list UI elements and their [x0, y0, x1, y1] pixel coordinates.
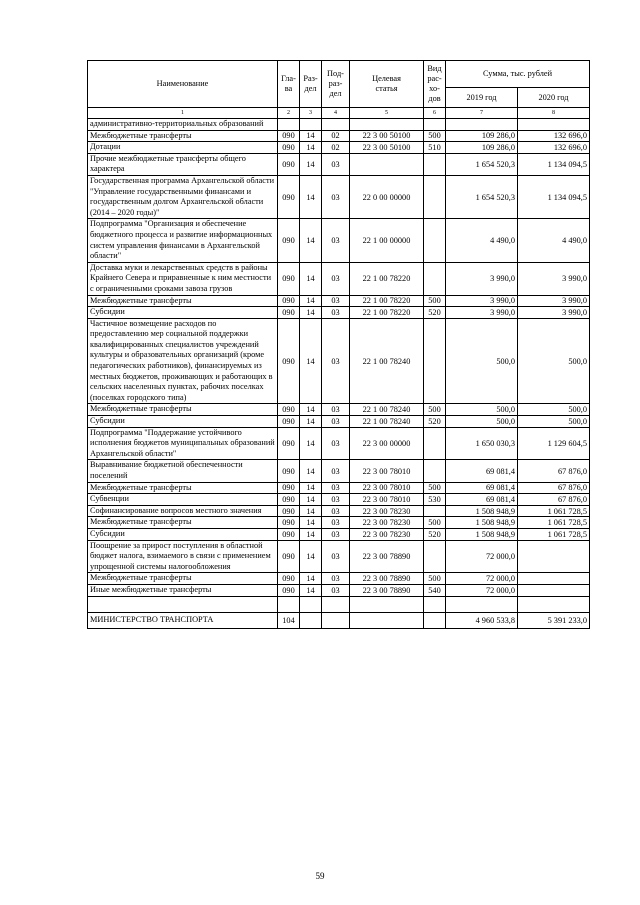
row-sum-2019: 1 654 520,3	[446, 175, 518, 218]
row-sum-2020: 500,0	[518, 318, 590, 404]
row-section: 14	[300, 573, 322, 585]
row-sum-2020: 132 696,0	[518, 130, 590, 142]
table-row	[88, 153, 590, 175]
total-subsection	[322, 612, 350, 628]
row-sum-2019: 500,0	[446, 404, 518, 416]
header-section: Раз- дел	[300, 61, 322, 108]
row-sum-2020: 1 129 604,5	[518, 427, 590, 460]
row-chapter: 090	[278, 573, 300, 585]
row-target: 22 3 00 78890	[350, 573, 424, 585]
row-target: 22 3 00 78010	[350, 482, 424, 494]
row-expense-type	[424, 262, 446, 295]
row-name: Доставка муки и лекарственных средств в районы Крайнего Севера и приравненные к ним местности с ограниченными сроками завоза грузов	[88, 262, 278, 295]
row-sum-2019	[446, 119, 518, 131]
row-chapter: 090	[278, 318, 300, 404]
row-subsection: 03	[322, 528, 350, 540]
table-row	[88, 219, 590, 262]
row-name: Частичное возмещение расходов по предоставлению мер социальной поддержки квалифицированных специалистов учреждений культуры и образовательных организаций (кроме педагогических работников), финансируемых из местных бюджетов, проживающих и работающих в сельских населенных пунктах, рабочих поселках (поселках городского типа)	[88, 318, 278, 404]
row-subsection: 03	[322, 416, 350, 428]
row-expense-type	[424, 427, 446, 460]
row-section: 14	[300, 427, 322, 460]
row-sum-2020: 3 990,0	[518, 295, 590, 307]
row-name: Межбюджетные трансферты	[88, 404, 278, 416]
row-sum-2020	[518, 584, 590, 596]
row-sum-2020	[518, 119, 590, 131]
row-expense-type: 500	[424, 482, 446, 494]
column-number: 6	[424, 108, 446, 119]
total-target	[350, 612, 424, 628]
row-sum-2019: 3 990,0	[446, 307, 518, 319]
table-row	[88, 494, 590, 506]
row-section: 14	[300, 482, 322, 494]
row-subsection	[322, 119, 350, 131]
row-target: 22 3 00 78890	[350, 540, 424, 573]
row-section: 14	[300, 528, 322, 540]
row-chapter: 090	[278, 505, 300, 517]
row-subsection: 02	[322, 130, 350, 142]
column-number: 3	[300, 108, 322, 119]
row-section: 14	[300, 307, 322, 319]
table-row	[88, 427, 590, 460]
row-expense-type: 500	[424, 517, 446, 529]
row-subsection: 03	[322, 540, 350, 573]
row-target	[350, 153, 424, 175]
row-subsection: 02	[322, 142, 350, 154]
row-expense-type	[424, 460, 446, 482]
row-chapter: 090	[278, 584, 300, 596]
column-number: 5	[350, 108, 424, 119]
row-name: Прочие межбюджетные трансферты общего характера	[88, 153, 278, 175]
row-target: 22 1 00 78240	[350, 404, 424, 416]
row-section: 14	[300, 318, 322, 404]
row-expense-type: 520	[424, 307, 446, 319]
table-row	[88, 318, 590, 404]
row-target: 22 1 00 78240	[350, 416, 424, 428]
table-row	[88, 307, 590, 319]
row-expense-type: 500	[424, 573, 446, 585]
row-subsection: 03	[322, 460, 350, 482]
header-name: Наименование	[88, 61, 278, 108]
row-sum-2019: 69 081,4	[446, 482, 518, 494]
row-section: 14	[300, 404, 322, 416]
table-row	[88, 416, 590, 428]
row-chapter: 090	[278, 142, 300, 154]
table-body	[88, 119, 590, 629]
row-chapter: 090	[278, 482, 300, 494]
row-sum-2020: 67 876,0	[518, 482, 590, 494]
row-section: 14	[300, 505, 322, 517]
row-section: 14	[300, 494, 322, 506]
row-sum-2019: 4 490,0	[446, 219, 518, 262]
table-row	[88, 517, 590, 529]
row-sum-2020: 67 876,0	[518, 494, 590, 506]
row-sum-2020: 1 061 728,5	[518, 517, 590, 529]
row-expense-type	[424, 540, 446, 573]
row-expense-type	[424, 505, 446, 517]
row-chapter: 090	[278, 153, 300, 175]
row-expense-type: 500	[424, 295, 446, 307]
row-sum-2020: 1 061 728,5	[518, 505, 590, 517]
row-section: 14	[300, 130, 322, 142]
row-expense-type	[424, 318, 446, 404]
row-expense-type	[424, 219, 446, 262]
row-name: административно-территориальных образований	[88, 119, 278, 131]
row-sum-2020: 132 696,0	[518, 142, 590, 154]
row-subsection: 03	[322, 494, 350, 506]
row-sum-2019: 1 654 520,3	[446, 153, 518, 175]
row-section: 14	[300, 416, 322, 428]
row-sum-2020	[518, 540, 590, 573]
row-sum-2020: 67 876,0	[518, 460, 590, 482]
row-sum-2019: 72 000,0	[446, 540, 518, 573]
table-row	[88, 505, 590, 517]
row-subsection: 03	[322, 175, 350, 218]
row-expense-type: 520	[424, 416, 446, 428]
row-sum-2019: 1 508 948,9	[446, 505, 518, 517]
row-subsection: 03	[322, 517, 350, 529]
row-expense-type: 520	[424, 528, 446, 540]
row-expense-type: 540	[424, 584, 446, 596]
row-sum-2019: 69 081,4	[446, 494, 518, 506]
total-name: МИНИСТЕРСТВО ТРАНСПОРТА	[88, 612, 278, 628]
total-2020: 5 391 233,0	[518, 612, 590, 628]
row-name: Иные межбюджетные трансферты	[88, 584, 278, 596]
row-sum-2019: 3 990,0	[446, 295, 518, 307]
table-row	[88, 175, 590, 218]
row-name: Выравнивание бюджетной обеспеченности поселений	[88, 460, 278, 482]
row-expense-type	[424, 175, 446, 218]
row-target: 22 3 00 50100	[350, 130, 424, 142]
header-chapter: Гла- ва	[278, 61, 300, 108]
row-chapter: 090	[278, 175, 300, 218]
row-sum-2020: 3 990,0	[518, 307, 590, 319]
table-row	[88, 584, 590, 596]
row-subsection: 03	[322, 404, 350, 416]
row-sum-2019: 109 286,0	[446, 142, 518, 154]
row-chapter: 090	[278, 219, 300, 262]
table-row	[88, 262, 590, 295]
table-row	[88, 528, 590, 540]
row-target: 22 3 00 50100	[350, 142, 424, 154]
total-expense-type	[424, 612, 446, 628]
row-subsection: 03	[322, 318, 350, 404]
row-target	[350, 119, 424, 131]
row-target: 22 1 00 78220	[350, 295, 424, 307]
row-name: Межбюджетные трансферты	[88, 295, 278, 307]
row-sum-2019: 72 000,0	[446, 584, 518, 596]
row-expense-type	[424, 153, 446, 175]
page-number: 59	[315, 871, 325, 881]
table-row	[88, 460, 590, 482]
row-target: 22 1 00 00000	[350, 219, 424, 262]
row-sum-2019: 69 081,4	[446, 460, 518, 482]
row-chapter	[278, 119, 300, 131]
row-name: Государственная программа Архангельской области "Управление государственными финансами и государственным долгом Архангельской области (2014 – 2020 годы)"	[88, 175, 278, 218]
row-chapter: 090	[278, 540, 300, 573]
table-row	[88, 540, 590, 573]
row-expense-type: 500	[424, 404, 446, 416]
row-sum-2020: 500,0	[518, 416, 590, 428]
row-section: 14	[300, 142, 322, 154]
row-section	[300, 119, 322, 131]
row-name: Межбюджетные трансферты	[88, 130, 278, 142]
row-name: Подпрограмма "Поддержание устойчивого исполнения бюджетов муниципальных образований Архангельской области"	[88, 427, 278, 460]
column-number: 1	[88, 108, 278, 119]
row-subsection: 03	[322, 573, 350, 585]
total-2019: 4 960 533,8	[446, 612, 518, 628]
row-name: Межбюджетные трансферты	[88, 573, 278, 585]
row-name: Софинансирование вопросов местного значения	[88, 505, 278, 517]
row-target: 22 3 00 78010	[350, 494, 424, 506]
row-section: 14	[300, 153, 322, 175]
row-subsection: 03	[322, 295, 350, 307]
row-sum-2020: 3 990,0	[518, 262, 590, 295]
budget-table	[87, 60, 590, 629]
row-sum-2019: 500,0	[446, 416, 518, 428]
row-subsection: 03	[322, 307, 350, 319]
table-row	[88, 295, 590, 307]
row-section: 14	[300, 584, 322, 596]
row-name: Подпрограмма "Организация и обеспечение бюджетного процесса и развитие информационных систем управления финансами в Архангельской области"	[88, 219, 278, 262]
row-sum-2019: 1 508 948,9	[446, 517, 518, 529]
header-target: Целевая статья	[350, 61, 424, 108]
row-chapter: 090	[278, 494, 300, 506]
row-sum-2019: 1 650 030,3	[446, 427, 518, 460]
row-section: 14	[300, 175, 322, 218]
row-target: 22 3 00 78230	[350, 517, 424, 529]
table-row	[88, 142, 590, 154]
row-expense-type	[424, 119, 446, 131]
table-row	[88, 573, 590, 585]
row-subsection: 03	[322, 219, 350, 262]
row-target: 22 3 00 00000	[350, 427, 424, 460]
row-subsection: 03	[322, 262, 350, 295]
row-chapter: 090	[278, 262, 300, 295]
row-name: Субсидии	[88, 416, 278, 428]
row-section: 14	[300, 540, 322, 573]
row-chapter: 090	[278, 427, 300, 460]
row-chapter: 090	[278, 416, 300, 428]
table-row	[88, 482, 590, 494]
row-section: 14	[300, 460, 322, 482]
header-expense-type: Вид рас- хо- дов	[424, 61, 446, 108]
total-row	[88, 612, 590, 628]
header-subsection: Под- раз- дел	[322, 61, 350, 108]
row-section: 14	[300, 517, 322, 529]
row-subsection: 03	[322, 153, 350, 175]
row-target: 22 1 00 78220	[350, 262, 424, 295]
row-sum-2019: 109 286,0	[446, 130, 518, 142]
row-name: Межбюджетные трансферты	[88, 482, 278, 494]
row-name: Дотации	[88, 142, 278, 154]
row-sum-2020: 1 134 094,5	[518, 175, 590, 218]
row-name: Субвенции	[88, 494, 278, 506]
column-number: 7	[446, 108, 518, 119]
row-target: 22 3 00 78010	[350, 460, 424, 482]
row-chapter: 090	[278, 528, 300, 540]
row-chapter: 090	[278, 130, 300, 142]
row-target: 22 1 00 78240	[350, 318, 424, 404]
row-name: Субсидии	[88, 307, 278, 319]
row-name: Субсидии	[88, 528, 278, 540]
row-sum-2020: 4 490,0	[518, 219, 590, 262]
row-target: 22 3 00 78230	[350, 505, 424, 517]
spacer-row	[88, 596, 590, 612]
column-numbers-row	[88, 108, 590, 119]
row-expense-type: 510	[424, 142, 446, 154]
row-sum-2020: 1 134 094,5	[518, 153, 590, 175]
row-subsection: 03	[322, 482, 350, 494]
row-sum-2019: 3 990,0	[446, 262, 518, 295]
column-number: 2	[278, 108, 300, 119]
row-section: 14	[300, 219, 322, 262]
row-sum-2020	[518, 573, 590, 585]
row-sum-2020: 1 061 728,5	[518, 528, 590, 540]
row-sum-2019: 1 508 948,9	[446, 528, 518, 540]
table-row	[88, 404, 590, 416]
row-chapter: 090	[278, 307, 300, 319]
row-target: 22 0 00 00000	[350, 175, 424, 218]
header-year-2019: 2019 год	[446, 88, 518, 108]
row-expense-type: 500	[424, 130, 446, 142]
row-expense-type: 530	[424, 494, 446, 506]
row-target: 22 1 00 78220	[350, 307, 424, 319]
row-target: 22 3 00 78890	[350, 584, 424, 596]
row-name: Межбюджетные трансферты	[88, 517, 278, 529]
row-section: 14	[300, 295, 322, 307]
column-number: 8	[518, 108, 590, 119]
header-row	[88, 61, 590, 88]
total-chapter: 104	[278, 612, 300, 628]
row-chapter: 090	[278, 460, 300, 482]
table-row	[88, 119, 590, 131]
row-sum-2019: 72 000,0	[446, 573, 518, 585]
table-row	[88, 130, 590, 142]
row-chapter: 090	[278, 517, 300, 529]
row-section: 14	[300, 262, 322, 295]
row-chapter: 090	[278, 295, 300, 307]
row-name: Поощрение за прирост поступления в областной бюджет налога, взимаемого в связи с применением упрощенной системы налогообложения	[88, 540, 278, 573]
row-target: 22 3 00 78230	[350, 528, 424, 540]
row-subsection: 03	[322, 584, 350, 596]
row-sum-2019: 500,0	[446, 318, 518, 404]
row-subsection: 03	[322, 427, 350, 460]
column-number: 4	[322, 108, 350, 119]
header-year-2020: 2020 год	[518, 88, 590, 108]
row-subsection: 03	[322, 505, 350, 517]
row-chapter: 090	[278, 404, 300, 416]
total-section	[300, 612, 322, 628]
header-sum: Сумма, тыс. рублей	[446, 61, 590, 88]
row-sum-2020: 500,0	[518, 404, 590, 416]
